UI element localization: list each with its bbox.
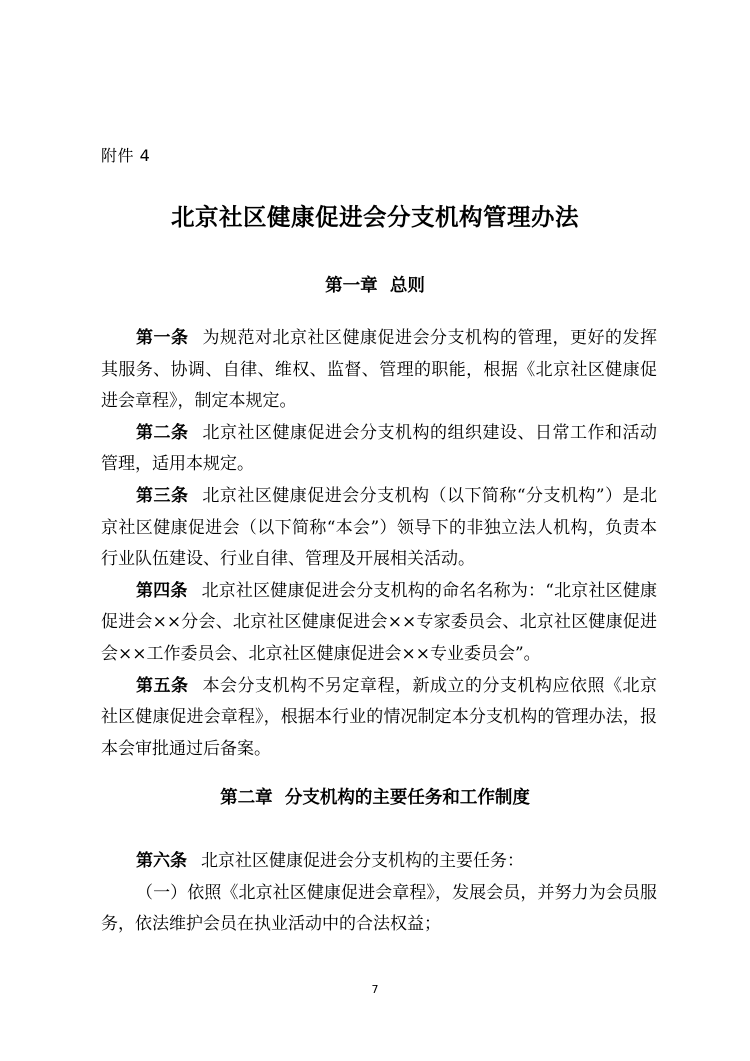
chapter-2-body xyxy=(101,846,657,941)
article-5 xyxy=(101,671,657,766)
attachment-label: 附件 4 xyxy=(101,146,151,165)
article-number: 第四条 xyxy=(136,580,188,601)
chapter-1-heading: 第一章 总则 xyxy=(325,276,425,296)
article-2 xyxy=(101,418,657,481)
article-number: 第三条 xyxy=(136,485,189,506)
article-text: 北京社区健康促进会分支机构的命名名称为：“北京社区健康促进会××分会、北京社区健康促进会××专家委员会、北京社区健康促进会××工作委员会、北京社区健康促进会××专业委员会”。 xyxy=(101,580,658,664)
article-text: 北京社区健康促进会分支机构的组织建设、日常工作和活动管理，适用本规定。 xyxy=(101,422,657,475)
article-text: 本会分支机构不另定章程，新成立的分支机构应依照《北京社区健康促进会章程》，根据本行业的情况制定本分支机构的管理办法，报本会审批通过后备案。 xyxy=(101,675,657,759)
article-text: 为规范对北京社区健康促进会分支机构的管理，更好的发挥其服务、协调、自律、维权、监督、管理的职能，根据《北京社区健康促进会章程》，制定本规定。 xyxy=(101,328,657,412)
article-3 xyxy=(101,481,657,576)
article-number: 第五条 xyxy=(136,675,189,696)
article-6 xyxy=(101,846,657,878)
article-number: 第六条 xyxy=(136,851,187,871)
article-text: 北京社区健康促进会分支机构（以下简称“分支机构”）是北京社区健康促进会（以下简称“本会”）领导下的非独立法人机构，负责本行业队伍建设、行业自律、管理及开展相关活动。 xyxy=(101,485,658,570)
article-text: 北京社区健康促进会分支机构的主要任务： xyxy=(201,851,524,871)
article-number: 第二条 xyxy=(136,422,189,443)
article-1 xyxy=(101,323,657,418)
list-item: （一）依照《北京社区健康促进会章程》，发展会员，并努力为会员服务，依法维护会员在执业活动中的合法权益； xyxy=(101,882,657,935)
chapter-1-body xyxy=(101,323,657,765)
article-4 xyxy=(101,576,657,671)
article-number: 第一条 xyxy=(136,328,189,348)
document-title: 北京社区健康促进会分支机构管理办法 xyxy=(171,203,579,231)
chapter-2-heading: 第二章 分支机构的主要任务和工作制度 xyxy=(220,788,530,808)
page-number: 7 xyxy=(371,983,379,996)
